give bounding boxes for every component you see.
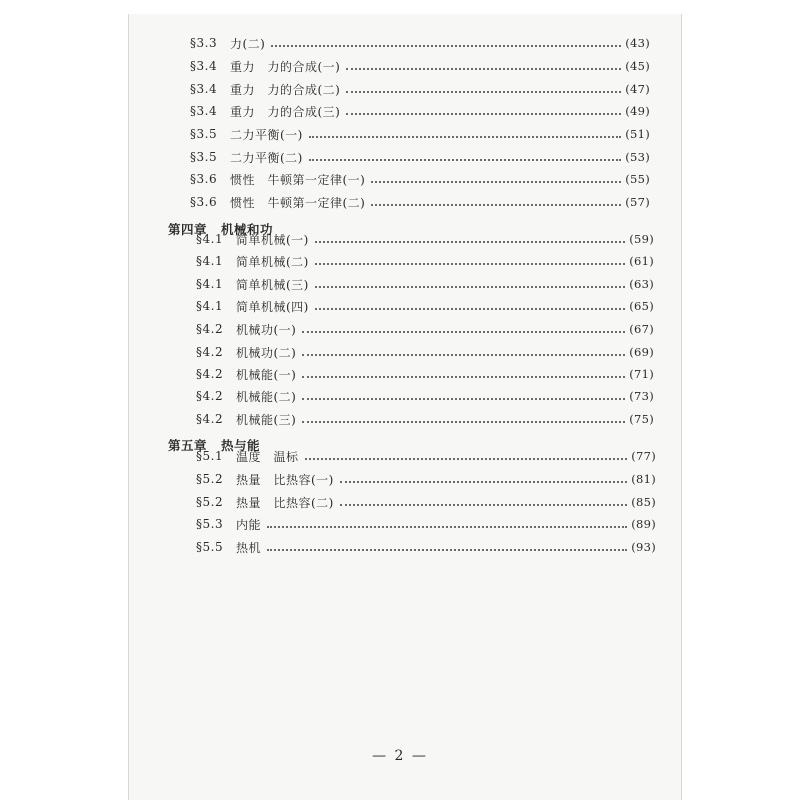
toc-entry [190, 192, 650, 212]
toc-entry [196, 386, 654, 406]
toc-entry [196, 446, 656, 466]
section-number: §4.2 [196, 367, 224, 381]
chapter-label: 第四章 [168, 222, 208, 237]
dot-leader [302, 420, 625, 423]
page-reference: (63) [629, 277, 654, 291]
section-number: §5.2 [196, 472, 224, 486]
page-reference: (93) [631, 540, 656, 554]
section-title: 二力平衡(一) [230, 127, 303, 142]
section-title: 热量 比热容(一) [236, 472, 334, 487]
section-number: §4.1 [196, 299, 224, 313]
section-number: §3.6 [190, 172, 218, 186]
page-reference: (65) [629, 299, 654, 313]
section-title: 惯性 牛顿第一定律(一) [230, 172, 366, 187]
dot-leader [302, 353, 625, 356]
toc-entry [196, 296, 654, 316]
dot-leader [302, 375, 625, 378]
section-title: 简单机械(四) [236, 299, 309, 314]
page-reference: (51) [625, 127, 650, 141]
section-title: 重力 力的合成(一) [230, 59, 341, 74]
page-reference: (73) [629, 389, 654, 403]
dot-leader [302, 330, 625, 333]
toc-entry [196, 364, 654, 384]
page-reference: (45) [625, 59, 650, 73]
section-number: §4.1 [196, 232, 224, 246]
section-number: §4.2 [196, 345, 224, 359]
toc-entry [196, 319, 654, 339]
toc-entry [196, 514, 656, 534]
page-reference: (53) [625, 150, 650, 164]
dot-leader [267, 548, 627, 551]
section-title: 简单机械(二) [236, 254, 309, 269]
dot-leader [271, 44, 621, 47]
section-number: §3.4 [190, 104, 218, 118]
page-reference: (55) [625, 172, 650, 186]
dot-leader [371, 180, 621, 183]
toc-entry [190, 56, 650, 76]
toc-entry [196, 469, 656, 489]
section-title: 机械功(一) [236, 322, 297, 337]
toc-entry [196, 537, 656, 557]
toc-entry [196, 492, 656, 512]
page-reference: (89) [631, 517, 656, 531]
page-reference: (43) [625, 36, 650, 50]
toc-entry [190, 33, 650, 53]
chapter-label: 第五章 [168, 438, 208, 453]
page-reference: (57) [625, 195, 650, 209]
section-number: §3.6 [190, 195, 218, 209]
toc-entry [196, 251, 654, 271]
section-title: 力(二) [230, 36, 266, 51]
section-title: 简单机械(三) [236, 277, 309, 292]
section-number: §3.3 [190, 36, 218, 50]
section-number: §3.4 [190, 82, 218, 96]
section-number: §4.2 [196, 412, 224, 426]
toc-entry [196, 409, 654, 429]
toc-entry [196, 342, 654, 362]
dot-leader [315, 285, 625, 288]
section-title: 机械能(三) [236, 412, 297, 427]
toc-entry [196, 229, 654, 249]
toc-entry [190, 101, 650, 121]
dot-leader [346, 67, 621, 70]
page-reference: (67) [629, 322, 654, 336]
toc-entry [190, 147, 650, 167]
section-number: §3.4 [190, 59, 218, 73]
section-title: 机械能(一) [236, 367, 297, 382]
toc-entry [190, 124, 650, 144]
chapter-title: 热与能 [221, 438, 261, 453]
dot-leader [346, 112, 621, 115]
section-title: 热量 比热容(二) [236, 495, 334, 510]
dot-leader [340, 503, 627, 506]
section-number: §5.1 [196, 449, 224, 463]
section-title: 二力平衡(二) [230, 150, 303, 165]
dot-leader [302, 397, 625, 400]
section-title: 热机 [236, 540, 262, 555]
section-title: 重力 力的合成(三) [230, 104, 341, 119]
dot-leader [305, 457, 628, 460]
section-number: §5.3 [196, 517, 224, 531]
dot-leader [340, 480, 627, 483]
section-number: §4.1 [196, 254, 224, 268]
section-number: §3.5 [190, 150, 218, 164]
page-reference: (49) [625, 104, 650, 118]
dot-leader [371, 203, 621, 206]
page-reference: (61) [629, 254, 654, 268]
dot-leader [267, 525, 627, 528]
page-number: — 2 — [372, 748, 428, 764]
section-title: 内能 [236, 517, 262, 532]
section-number: §4.2 [196, 322, 224, 336]
toc-entry [190, 169, 650, 189]
dot-leader [315, 262, 625, 265]
dot-leader [315, 240, 625, 243]
page-reference: (71) [629, 367, 654, 381]
page-reference: (47) [625, 82, 650, 96]
page-reference: (85) [631, 495, 656, 509]
section-title: 重力 力的合成(二) [230, 82, 341, 97]
page-reference: (75) [629, 412, 654, 426]
section-title: 温度 温标 [236, 449, 299, 464]
section-number: §4.1 [196, 277, 224, 291]
dot-leader [346, 90, 621, 93]
toc-entry [196, 274, 654, 294]
page-reference: (69) [629, 345, 654, 359]
page-reference: (77) [631, 449, 656, 463]
dot-leader [309, 135, 621, 138]
section-number: §5.2 [196, 495, 224, 509]
section-title: 惯性 牛顿第一定律(二) [230, 195, 366, 210]
section-number: §5.5 [196, 540, 224, 554]
page-reference: (81) [631, 472, 656, 486]
section-title: 机械功(二) [236, 345, 297, 360]
chapter-title: 机械和功 [221, 222, 274, 237]
section-title: 简单机械(一) [236, 232, 309, 247]
dot-leader [315, 307, 625, 310]
section-number: §3.5 [190, 127, 218, 141]
section-title: 机械能(二) [236, 389, 297, 404]
section-number: §4.2 [196, 389, 224, 403]
toc-entry [190, 79, 650, 99]
page-reference: (59) [629, 232, 654, 246]
dot-leader [309, 158, 621, 161]
